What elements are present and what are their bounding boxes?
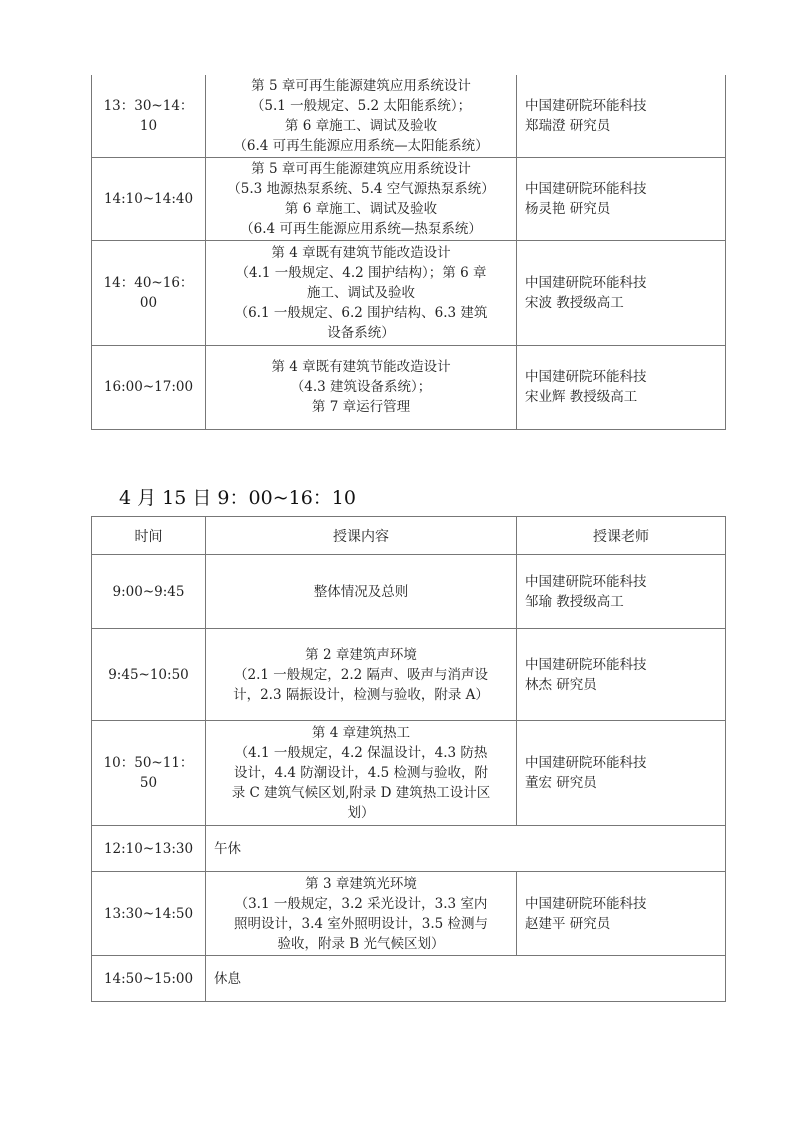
content-line: 第 7 章运行管理 <box>311 399 411 415</box>
teacher-line: 中国建研院环能科技 <box>525 274 647 291</box>
content-line: 施工、调试及验收 <box>307 284 415 301</box>
content-line: 设备系统） <box>327 324 395 341</box>
table-row <box>92 826 726 872</box>
table-row <box>92 629 726 721</box>
teacher-line: 林杰 研究员 <box>525 676 597 693</box>
teacher-line: 宋波 教授级高工 <box>525 294 624 311</box>
content-line: 第 4 章既有建筑节能改造设计 <box>271 244 451 261</box>
teacher-line: 中国建研院环能科技 <box>525 97 647 114</box>
time-cell: 12:10~13:30 <box>92 826 206 872</box>
table-header-row <box>92 517 726 555</box>
content-line: 第 6 章施工、调试及验收 <box>284 117 438 134</box>
table-row <box>92 240 726 345</box>
content-line: （6.4 可再生能源应用系统—太阳能系统） <box>233 137 489 154</box>
teacher-line: 杨灵艳 研究员 <box>525 200 611 217</box>
content-line: （4.1 一般规定，4.2 保温设计，4.3 防热 <box>234 745 488 761</box>
table-row <box>92 157 726 240</box>
content-cell <box>206 872 517 956</box>
content-line: 照明设计，3.4 室外照明设计，3.5 检测与 <box>233 915 489 932</box>
content-line: （3.1 一般规定，3.2 采光设计，3.3 室内 <box>234 895 488 912</box>
table-row <box>92 956 726 1002</box>
break-cell: 午休 <box>206 826 726 872</box>
teacher-line: 中国建研院环能科技 <box>525 755 647 771</box>
content-line: 划） <box>347 805 375 821</box>
teacher-cell <box>517 629 726 721</box>
content-line: 验收，附录 B 光气候区划） <box>277 935 445 952</box>
teacher-line: 中国建研院环能科技 <box>525 895 647 912</box>
content-line: 第 6 章施工、调试及验收 <box>284 200 438 217</box>
content-cell <box>206 555 517 629</box>
time-cell: 13:30~14:50 <box>92 872 206 956</box>
content-cell <box>206 721 517 826</box>
table-row <box>92 75 726 157</box>
break-cell: 休息 <box>206 956 726 1002</box>
content-cell <box>206 629 517 721</box>
time-cell: 13：30~14：10 <box>92 75 206 157</box>
schedule-table-apr15 <box>91 516 726 1002</box>
content-line: 第 4 章建筑热工 <box>311 725 411 741</box>
time-cell: 16:00~17:00 <box>92 345 206 429</box>
content-line: 整体情况及总则 <box>313 583 409 600</box>
content-line: 第 5 章可再生能源建筑应用系统设计 <box>251 160 471 177</box>
content-line: （4.3 建筑设备系统）； <box>290 379 432 395</box>
content-cell <box>206 345 517 429</box>
content-line: 第 3 章建筑光环境 <box>305 875 417 892</box>
schedule-table-day1 <box>91 75 726 430</box>
teacher-line: 邹瑜 教授级高工 <box>525 593 624 610</box>
teacher-cell <box>517 240 726 345</box>
content-line: 第 4 章既有建筑节能改造设计 <box>271 359 451 375</box>
content-line: （5.1 一般规定、5.2 太阳能系统）； <box>250 97 472 114</box>
header-content: 授课内容 <box>206 517 517 555</box>
teacher-line: 宋业辉 教授级高工 <box>525 389 638 405</box>
teacher-line: 中国建研院环能科技 <box>525 180 647 197</box>
time-cell: 9:45~10:50 <box>92 629 206 721</box>
teacher-line: 中国建研院环能科技 <box>525 573 647 590</box>
teacher-cell <box>517 157 726 240</box>
content-cell <box>206 240 517 345</box>
content-line: （4.1 一般规定、4.2 围护结构）；第 6 章 <box>235 264 487 281</box>
teacher-line: 中国建研院环能科技 <box>525 369 647 385</box>
content-line: 计，2.3 隔振设计，检测与验收，附录 A） <box>233 686 489 703</box>
header-time: 时间 <box>92 517 206 555</box>
table-row <box>92 555 726 629</box>
teacher-cell <box>517 345 726 429</box>
content-line: （5.3 地源热泵系统、5.4 空气源热泵系统） <box>227 180 495 197</box>
time-cell: 9:00~9:45 <box>92 555 206 629</box>
teacher-line: 董宏 研究员 <box>525 775 597 791</box>
time-cell: 14:10~14:40 <box>92 157 206 240</box>
teacher-cell <box>517 75 726 157</box>
time-cell: 14：40~16：00 <box>92 240 206 345</box>
content-line: 第 2 章建筑声环境 <box>305 646 417 663</box>
header-teacher: 授课老师 <box>517 517 726 555</box>
content-line: （2.1 一般规定，2.2 隔声、吸声与消声设 <box>233 666 489 683</box>
content-line: 录 C 建筑气候区划,附录 D 建筑热工设计区 <box>231 785 491 801</box>
section-title-apr15: 4 月 15 日 9：00~16：10 <box>119 487 356 509</box>
time-cell: 10：50~11：50 <box>92 721 206 826</box>
content-cell <box>206 157 517 240</box>
teacher-line: 中国建研院环能科技 <box>525 656 647 673</box>
teacher-line: 赵建平 研究员 <box>525 915 611 932</box>
content-line: （6.4 可再生能源应用系统—热泵系统） <box>240 220 482 237</box>
teacher-cell <box>517 872 726 956</box>
teacher-cell <box>517 721 726 826</box>
content-cell <box>206 75 517 157</box>
table-row <box>92 721 726 826</box>
teacher-line: 郑瑞澄 研究员 <box>525 117 611 134</box>
content-line: 第 5 章可再生能源建筑应用系统设计 <box>251 77 471 94</box>
table-row <box>92 872 726 956</box>
content-line: 设计，4.4 防潮设计，4.5 检测与验收，附 <box>233 765 489 781</box>
table-row <box>92 345 726 429</box>
time-cell: 14:50~15:00 <box>92 956 206 1002</box>
content-line: （6.1 一般规定、6.2 围护结构、6.3 建筑 <box>234 304 488 321</box>
teacher-cell <box>517 555 726 629</box>
